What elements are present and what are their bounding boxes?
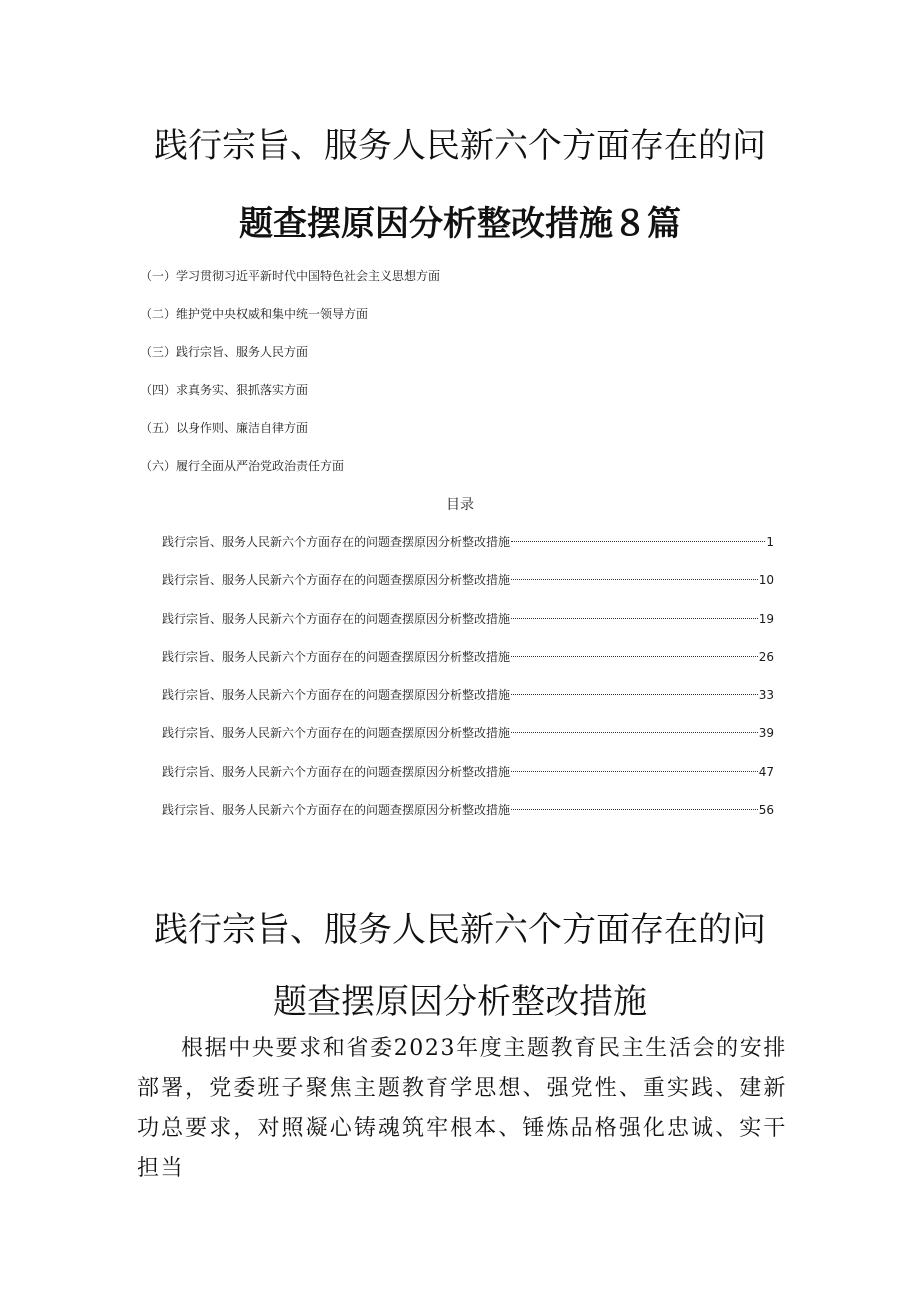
toc-dot-leader <box>511 656 758 657</box>
toc-entry-page: 47 <box>758 764 774 779</box>
toc-entry[interactable] <box>162 800 774 838</box>
toc-entry-page: 10 <box>758 573 774 588</box>
toc-entry-page: 1 <box>766 535 774 549</box>
toc-dot-leader <box>511 541 765 542</box>
toc-entry-title: 践行宗旨、服务人民新六个方面存在的问题查摆原因分析整改措施 <box>162 726 511 741</box>
toc-dot-leader <box>511 809 758 810</box>
section-item: （三）践行宗旨、服务人民方面 <box>140 345 309 359</box>
toc-entry-page: 39 <box>758 726 774 741</box>
section-item: （五）以身作则、廉洁自律方面 <box>140 421 309 435</box>
section-item: （二）维护党中央权威和集中统一领导方面 <box>140 307 369 321</box>
toc-entry[interactable] <box>162 685 774 723</box>
section-title-line-2: 题查摆原因分析整改措施 <box>273 982 647 1022</box>
toc-entry-title: 践行宗旨、服务人民新六个方面存在的问题查摆原因分析整改措施 <box>162 764 511 779</box>
toc-entry-title: 践行宗旨、服务人民新六个方面存在的问题查摆原因分析整改措施 <box>162 649 511 664</box>
section-item: （四）求真务实、狠抓落实方面 <box>140 383 309 397</box>
toc-dot-leader <box>511 618 758 619</box>
toc-dot-leader <box>511 579 758 580</box>
table-of-contents <box>162 532 774 838</box>
section-title-line-1: 践行宗旨、服务人民新六个方面存在的问 <box>154 910 766 950</box>
body-paragraph: 根据中央要求和省委2023年度主题教育民主生活会的安排部署，党委班子聚焦主题教育学思想、强党性、重实践、建新功总要求，对照凝心铸魂筑牢根本、锤炼品格强化忠诚、实干担当 <box>137 1036 787 1181</box>
toc-entry-title: 践行宗旨、服务人民新六个方面存在的问题查摆原因分析整改措施 <box>162 688 511 703</box>
toc-entry-title: 践行宗旨、服务人民新六个方面存在的问题查摆原因分析整改措施 <box>162 611 511 626</box>
toc-entry[interactable] <box>162 647 774 685</box>
toc-entry-title: 践行宗旨、服务人民新六个方面存在的问题查摆原因分析整改措施 <box>162 535 511 549</box>
toc-entry-page: 56 <box>758 803 774 818</box>
document-title-line-2: 题查摆原因分析整改措施８篇 <box>239 204 681 244</box>
toc-dot-leader <box>511 771 758 772</box>
section-item: （一）学习贯彻习近平新时代中国特色社会主义思想方面 <box>140 269 441 283</box>
toc-entry[interactable] <box>162 609 774 647</box>
toc-entry[interactable] <box>162 723 774 761</box>
toc-entry-page: 19 <box>758 611 774 626</box>
section-item: （六）履行全面从严治党政治责任方面 <box>140 459 345 473</box>
toc-entry[interactable] <box>162 762 774 800</box>
section-list <box>140 266 440 494</box>
toc-heading: 目录 <box>446 497 474 513</box>
toc-entry-title: 践行宗旨、服务人民新六个方面存在的问题查摆原因分析整改措施 <box>162 803 511 818</box>
toc-entry-title: 践行宗旨、服务人民新六个方面存在的问题查摆原因分析整改措施 <box>162 573 511 588</box>
toc-dot-leader <box>511 732 758 733</box>
toc-entry-page: 26 <box>758 649 774 664</box>
document-title-line-1: 践行宗旨、服务人民新六个方面存在的问 <box>154 126 766 166</box>
toc-entry-page: 33 <box>758 688 774 703</box>
toc-dot-leader <box>511 694 758 695</box>
toc-entry[interactable] <box>162 570 774 608</box>
toc-entry[interactable] <box>162 532 774 570</box>
